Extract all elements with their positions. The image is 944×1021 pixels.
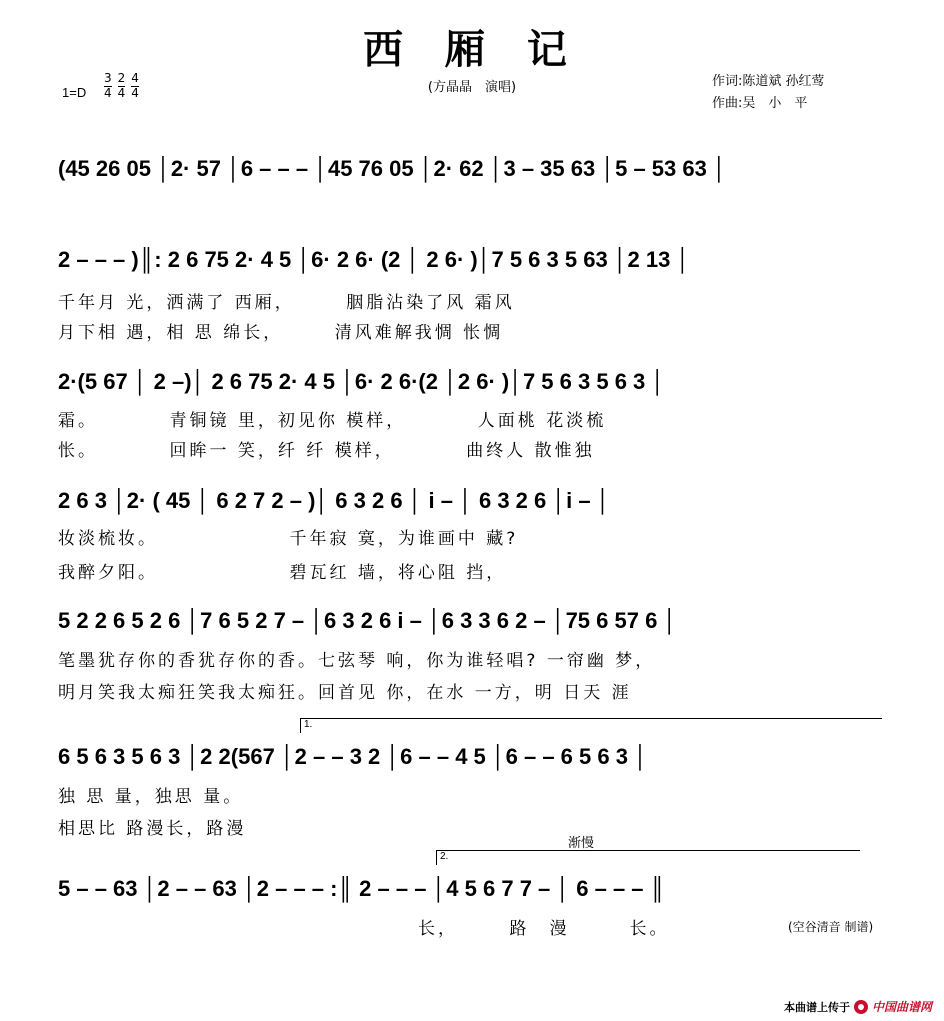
lyric-row-5-verse-1: 笔墨犹存你的香犹存你的香。七弦琴 响，你为谁轻唱? 一帘幽 梦， (58, 651, 656, 671)
lyric-row-2-verse-1: 千年月 光，洒满了 西厢， 胭脂沾染了风 霜风 (58, 293, 515, 313)
time-signature-4-4: $\frac{4}{4}$ (131, 71, 139, 100)
arranger-credit: (空谷清音 制谱) (788, 920, 874, 934)
lyric-row-3-verse-1: 霜。 青铜镜 里，初见你 模样， 人面桃 花淡梳 (58, 411, 607, 431)
footer-watermark (784, 998, 932, 1015)
time-signature-2-4: $\frac{2}{4}$ (117, 71, 126, 100)
time-signatures (104, 72, 139, 100)
site-logo-icon (854, 1000, 868, 1014)
lyric-row-4-verse-2: 我醉夕阳。 碧瓦红 墙，将心阻 挡， (58, 563, 507, 583)
notation-row-1: (45 26 05 │2· 57 │6 – – – │45 76 05 │2· 62 │3 – 35 63 │5 – 53 63 │ (58, 156, 727, 181)
notation-row-3: 2·(5 67 │ 2 –)│ 2 6 75 2· 4 5 │6· 2 6·(2 │2 6· )│7 5 6 3 5 6 3 │ (58, 369, 666, 394)
song-title: 西 厢 记 (363, 26, 581, 73)
singer-credit: (方晶晶 演唱) (427, 80, 517, 95)
time-signature-3-4: $\frac{3}{4}$ (104, 71, 112, 100)
lyric-row-6-verse-2: 相思比 路漫长，路漫 (58, 819, 247, 839)
lyric-row-7: 长， 路 漫 长。 (58, 919, 670, 939)
volta-2: 2. (436, 850, 860, 865)
lyric-row-6-verse-1: 独 思 量，独思 量。 (58, 787, 244, 807)
lyric-row-5-verse-2: 明月笑我太痴狂笑我太痴狂。回首见 你，在水 一方，明 日天 涯 (58, 683, 632, 703)
volta-1: 1. (300, 718, 882, 733)
upload-text: 本曲谱上传于 (783, 1000, 850, 1014)
lyric-row-2-verse-2: 月下相 遇，相 思 绵长， 清风难解我惆 怅惆 (58, 323, 504, 343)
notation-row-6: 6 5 6 3 5 6 3 │2 2(567 │2 – – 3 2 │6 – – 4 5 │6 – – 6 5 6 3 │ (58, 744, 648, 769)
notation-row-2: 2 – – – )║: 2 6 75 2· 4 5 │6· 2 6· (2 │ 2 6· )│7 5 6 3 5 63 │2 13 │ (58, 247, 691, 272)
notation-row-4: 2 6 3 │2· ( 45 │ 6 2 7 2 – )│ 6 3 2 6 │ i – │ 6 3 2 6 │i – │ (58, 488, 611, 513)
composer-credit: 作曲:吴 小 平 (712, 96, 808, 111)
lyric-row-3-verse-2: 怅。 回眸一 笑，纤 纤 模样， 曲终人 散惟独 (58, 441, 595, 461)
notation-row-7: 5 – – 63 │2 – – 63 │2 – – – :║ 2 – – – │4 5 6 7 7 – │ 6 – – – ║ (58, 876, 666, 901)
site-logo-text: 中国曲谱网 (871, 1000, 932, 1014)
key-signature: 1=D (62, 85, 87, 100)
lyric-row-4-verse-1: 妆淡梳妆。 千年寂 寞，为谁画中 藏? (58, 529, 519, 549)
tempo-marking: 渐慢 (568, 836, 595, 851)
notation-row-5: 5 2 2 6 5 2 6 │7 6 5 2 7 – │6 3 2 6 i – │6 3 3 6 2 – │75 6 57 6 │ (58, 608, 678, 633)
lyricist-credit: 作词:陈道斌 孙红莺 (712, 74, 825, 89)
